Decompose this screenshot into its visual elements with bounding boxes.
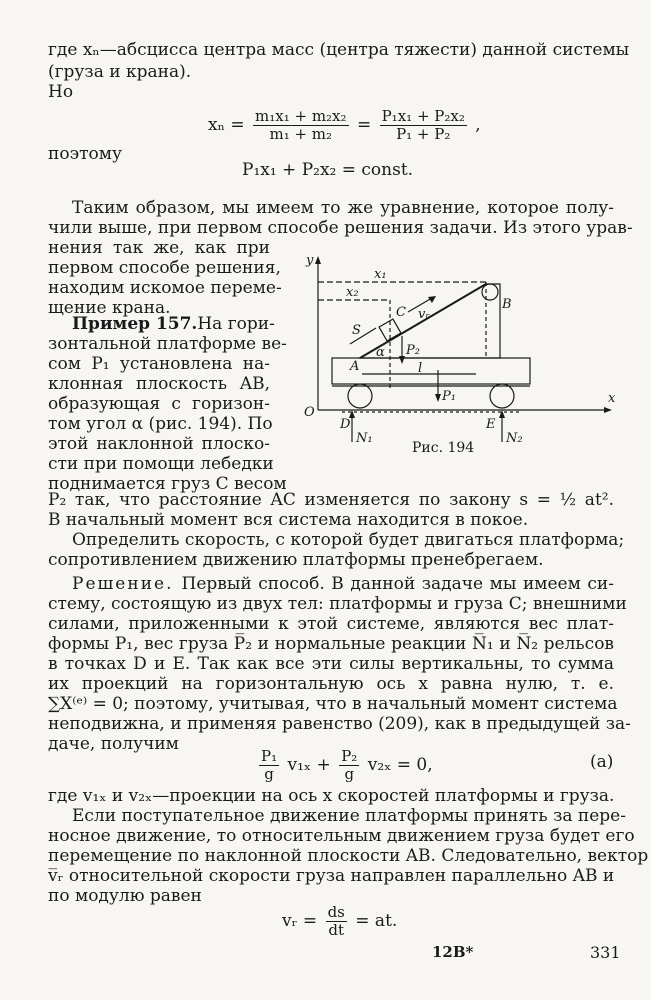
label-x: x [608,391,616,406]
fraction [339,748,359,783]
text-line [72,574,614,594]
equation-tag: (a) [590,752,614,772]
text-line: В начальный момент вся система находится в покое. [48,510,529,530]
text-line: v̅ᵣ относительной скорости груза направлен параллельно AB и [48,866,615,886]
fraction [253,108,349,143]
text-line: нения так же, как при [48,238,270,258]
signature-mark: 12B* [432,943,474,961]
wheel-left [348,384,372,408]
denominator: g [344,765,355,783]
text-line: формы P₁, вес груза P̅₂ и нормальные реакции N̅₁ и N̅₂ рельсов [48,634,614,654]
text-line: поэтому [48,144,122,164]
label-x1: x₁ [374,267,387,282]
text-line: Таким образом, мы имеем то же уравнение, которое полу- [72,198,614,218]
formula-part: vᵣ = [282,911,318,931]
text-line: ∑X⁽ᵉ⁾ = 0; поэтому, учитывая, что в начальный момент система [48,694,618,714]
text-line: образующая с горизон- [48,394,270,414]
text-line: неподвижна, и применяя равенство (209), как в предыдущей за- [48,714,631,734]
text-span: На гори- [197,314,275,334]
text-line: сти при помощи лебедки [48,454,274,474]
text-line: сопротивлением движению платформы пренебрегаем. [48,550,544,570]
text-line: стему, состоящую из двух тел: платформы и груза C; внешними [48,594,627,614]
label-e: E [486,417,496,432]
arrow-x [604,407,612,413]
text-line: этой наклонной плоско- [48,434,270,454]
text-line: силами, приложенными к этой системе, являются вес плат- [48,614,614,634]
label-vr: vᵣ [418,307,430,322]
text-line: Определить скорость, с которой будет двигаться платформа; [72,530,625,550]
denominator: P₁ + P₂ [396,125,451,143]
text-line: находим искомое переме- [48,278,282,298]
text-line: даче, получим [48,734,179,754]
text-line: перемещение по наклонной плоскости AB. Следовательно, вектор [48,846,649,866]
fraction [259,748,279,783]
formula-const: P₁x₁ + P₂x₂ = const. [242,160,414,180]
fraction [380,108,467,143]
formula-part: xₙ = [208,115,245,135]
wheel-right [490,384,514,408]
fraction [326,904,347,939]
example-label: Пример 157. [72,314,198,334]
formula-part: v₁ₓ + [287,755,331,775]
page-number: 331 [590,943,621,962]
text-line: (груза и крана). [48,62,192,82]
figure-caption: Рис. 194 [412,440,475,456]
figure-194 [290,252,620,464]
text-line: щение крана. [48,298,171,318]
label-a: A [350,359,360,374]
text-line: где xₙ—абсцисса центра масс (центра тяжести) данной системы [48,40,630,60]
arrow-y [315,256,321,264]
arrow-n2 [499,410,505,418]
label-alpha: α [376,345,385,360]
arrow-p1 [435,394,441,402]
numerator: P₁ [261,747,278,765]
text-line: где v₁ₓ и v₂ₓ—проекции на ось x скоростей платформы и груза. [48,786,615,806]
denominator: g [264,765,274,783]
numerator: ds [327,903,345,921]
numerator: P₁x₁ + P₂x₂ [381,107,465,125]
denominator: dt [328,921,345,939]
label-o: O [304,405,315,420]
label-y: y [306,253,314,268]
text-line: чили выше, при первом способе решения задачи. Из этого урав- [48,218,633,238]
label-b: B [502,297,512,312]
text-span: Первый способ. В данной задаче мы имеем си- [181,574,614,594]
text-line: клонная плоскость AB, [48,374,270,394]
label-n1: N₁ [356,431,373,446]
formula-part: = at. [355,911,398,931]
winch-pulley [482,284,498,300]
text-line: первом способе решения, [48,258,281,278]
text-line [72,314,275,334]
label-p2: P₂ [406,343,420,358]
text-line: P₂ так, что расстояние AC изменяется по закону s = ½ at². [48,490,614,510]
label-x2: x₂ [346,285,359,300]
label-d: D [340,417,351,432]
denominator: m₁ + m₂ [269,125,333,143]
label-l: l [418,361,423,376]
text-line: Если поступательное движение платформы принять за пере- [72,806,626,826]
formula-xc: xₙ = $\frac{\text{m₁x₁ + m₂x₂}}{\text{m₁ + m₂}}$ = $\frac{\text{P₁x₁ + P₂x₂}}{\text{P₁ + P₂}}$ , [208,107,481,143]
text-line: их проекций на горизонтальную ось x равна нулю, т. е. [48,674,614,694]
arrow-p2 [399,356,405,364]
text-line: в точках D и E. Так как все эти силы вертикальны, то сумма [48,654,614,674]
formula-part: v₂ₓ = 0, [367,755,433,775]
formula-vr [282,904,397,939]
label-c: C [396,305,406,320]
platform-body [332,358,530,384]
numerator: m₁x₁ + m₂x₂ [255,107,347,125]
solution-label: Решение. [72,574,174,594]
label-p1: P₁ [442,389,456,404]
numerator: P₂ [341,747,358,765]
text-line: по модулю равен [48,886,202,906]
text-line: Но [48,82,74,102]
text-line: том угол α (рис. 194). По [48,414,273,434]
text-line: поднимается груз C весом [48,474,287,494]
text-line: сом P₁ установлена на- [48,354,270,374]
label-n2: N₂ [506,431,523,446]
label-s: S [352,323,361,338]
text-line: зонтальной платформе ве- [48,334,287,354]
text-line: носное движение, то относительным движением груза будет его [48,826,635,846]
formula-a [256,748,433,783]
